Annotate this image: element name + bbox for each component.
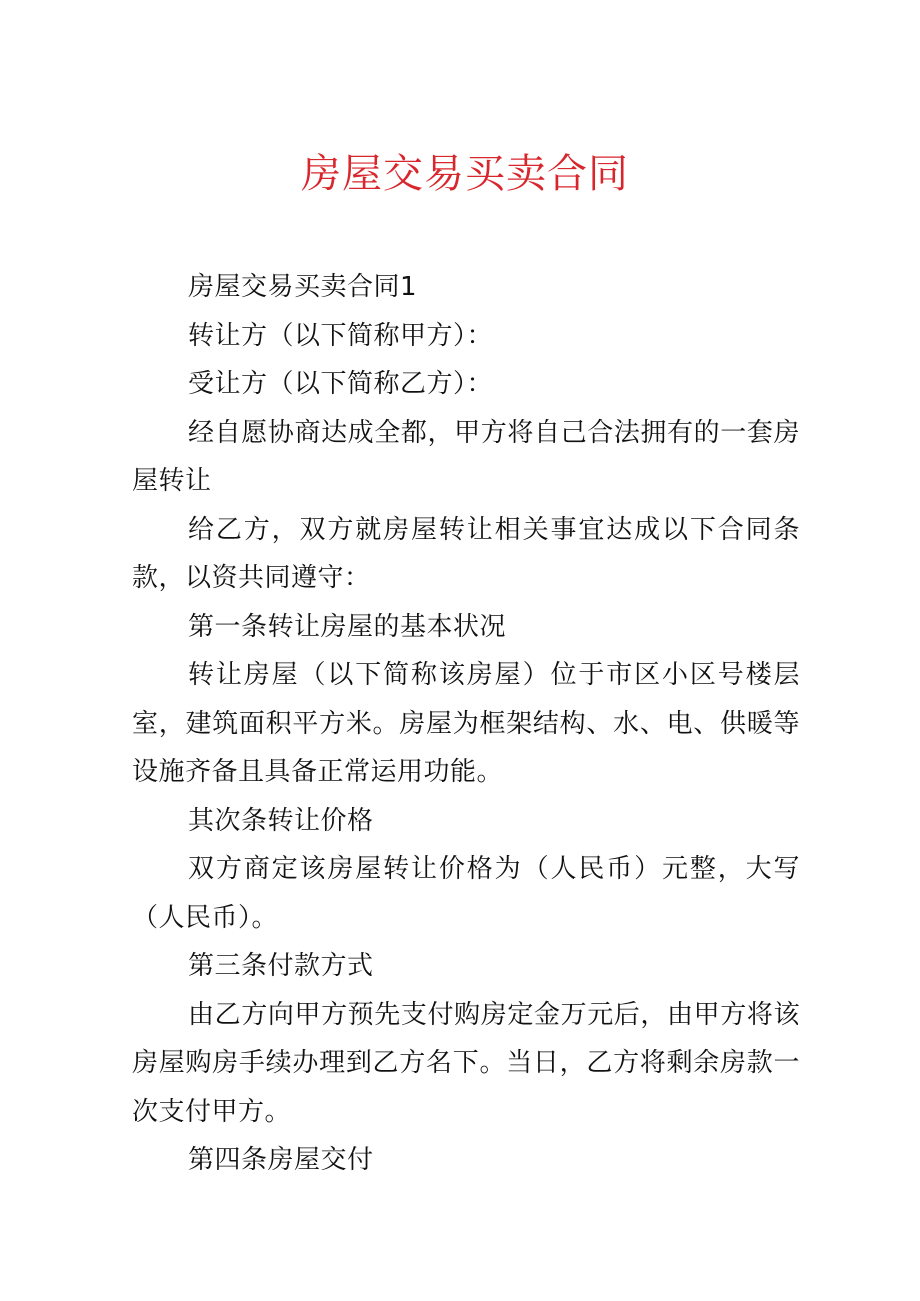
- paragraph-contract-heading: 房屋交易买卖合同1: [188, 272, 418, 302]
- paragraph-article-4-heading: 第四条房屋交付: [188, 1145, 374, 1175]
- paragraph-article-2-heading: 其次条转让价格: [188, 805, 374, 836]
- paragraph-article-2-body: 双方商定该房屋转让价格为（人民币）元整，大写（人民币）。: [132, 854, 800, 933]
- paragraph-article-3-body: 由乙方向甲方预先支付购房定金万元后，由甲方将该房屋购房手续办理到乙方名下。当日，乙方将剩余房款一次支付甲方。: [132, 999, 800, 1127]
- paragraph-article-1-body: 转让房屋（以下简称该房屋）位于市区小区号楼层室，建筑面积平方米。房屋为框架结构、水、电、供暖等设施齐备且具备正常运用功能。: [132, 660, 800, 787]
- document-title: 房屋交易买卖合同: [301, 151, 629, 197]
- paragraph-article-1-heading: 第一条转让房屋的基本状况: [188, 611, 507, 642]
- paragraph-agreement-intro: 经自愿协商达成全都，甲方将自己合法拥有的一套房屋转让: [132, 417, 800, 496]
- paragraph-agreement-terms: 给乙方，双方就房屋转让相关事宜达成以下合同条款，以资共同遵守：: [132, 514, 800, 593]
- paragraph-article-3-heading: 第三条付款方式: [188, 951, 374, 981]
- document-body: [132, 263, 800, 1185]
- paragraph-transferor: 转让方（以下简称甲方）：: [188, 320, 494, 351]
- paragraph-transferee: 受让方（以下简称乙方）：: [188, 369, 494, 399]
